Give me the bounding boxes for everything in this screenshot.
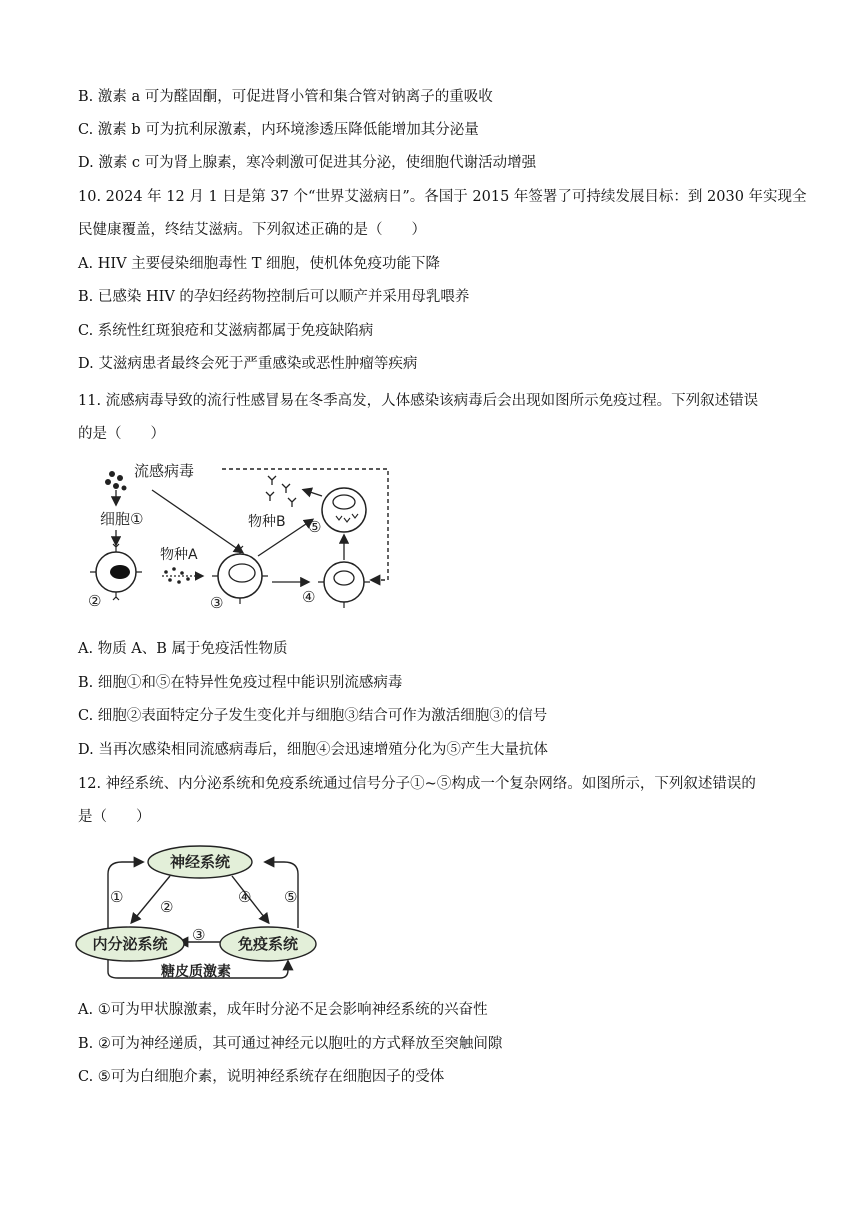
- node-endocrine-system: 内分泌系统: [92, 935, 168, 953]
- label-glucocorticoid: 糖皮质激素: [161, 964, 231, 980]
- cell-5-plasma-icon: [322, 488, 366, 532]
- q10-option-c: C. 系统性红斑狼疮和艾滋病都属于免疫缺陷病: [78, 323, 374, 339]
- virus-particles-icon: [105, 471, 127, 491]
- q11-option-a: A. 物质 A、B 属于免疫活性物质: [78, 641, 288, 657]
- q11-option-b: B. 细胞①和⑤在特异性免疫过程中能识别流感病毒: [78, 675, 403, 691]
- label-5: ⑤: [284, 888, 298, 906]
- label-1: ①: [110, 888, 124, 906]
- substance-a-dots-icon: [164, 567, 190, 584]
- substance-b-label: 物种B: [248, 514, 286, 530]
- q10-option-a: A. HIV 主要侵染细胞毒性 T 细胞，使机体免疫功能下降: [78, 256, 441, 272]
- num-4-label: ④: [302, 588, 316, 606]
- q10-stem-line2: 民健康覆盖，终结艾滋病。下列叙述正确的是（ ）: [78, 222, 426, 238]
- cell-4-icon: [318, 562, 370, 608]
- label-4: ④: [238, 888, 252, 906]
- q12-option-a: A. ①可为甲状腺激素，成年时分泌不足会影响神经系统的兴奋性: [78, 1002, 488, 1018]
- q11-option-c: C. 细胞②表面特定分子发生变化并与细胞③结合可作为激活细胞③的信号: [78, 708, 548, 724]
- node-immune-system: 免疫系统: [237, 935, 299, 953]
- q12-option-b: B. ②可为神经递质，其可通过神经元以胞吐的方式释放至突触间隙: [78, 1036, 503, 1052]
- q10-option-b: B. 已感染 HIV 的孕妇经药物控制后可以顺产并采用母乳喂养: [78, 289, 470, 305]
- num-5-label: ⑤: [308, 518, 322, 536]
- cell1-label: 细胞①: [100, 510, 144, 528]
- q9-option-d: D. 激素 c 可为肾上腺素，寒冷刺激可促进其分泌，使细胞代谢活动增强: [78, 155, 537, 171]
- num-3-label: ③: [210, 594, 224, 612]
- q9-option-c: C. 激素 b 可为抗利尿激素，内环境渗透压降低能增加其分泌量: [78, 122, 479, 138]
- virus-label: 流感病毒: [134, 462, 195, 480]
- q12-system-network-diagram: [72, 836, 332, 986]
- q11-stem-line2: 的是（ ）: [78, 426, 165, 442]
- q12-stem-line1: 12. 神经系统、内分泌系统和免疫系统通过信号分子①~⑤构成一个复杂网络。如图所示，下列叙述错误的: [78, 776, 756, 792]
- q12-stem-line2: 是（ ）: [78, 809, 151, 825]
- label-2: ②: [160, 898, 174, 916]
- q12-option-c: C. ⑤可为白细胞介素，说明神经系统存在细胞因子的受体: [78, 1069, 445, 1085]
- q10-option-d: D. 艾滋病患者最终会死于严重感染或恶性肿瘤等疾病: [78, 356, 418, 372]
- q11-option-d: D. 当再次感染相同流感病毒后，细胞④会迅速增殖分化为⑤产生大量抗体: [78, 742, 548, 758]
- node-nervous-system: 神经系统: [169, 853, 231, 871]
- antibodies-icon: [266, 476, 296, 507]
- q9-option-b: B. 激素 a 可为醛固酮，可促进肾小管和集合管对钠离子的重吸收: [78, 89, 493, 105]
- q10-stem-line1: 10. 2024 年 12 月 1 日是第 37 个“世界艾滋病日”。各国于 2015 年签署了可持续发展目标：到 2030 年实现全: [78, 189, 807, 205]
- q11-immune-diagram: [82, 460, 402, 620]
- substance-a-label: 物种A: [160, 547, 198, 563]
- label-3: ③: [192, 926, 206, 944]
- num-2-label: ②: [88, 592, 102, 610]
- q11-stem-line1: 11. 流感病毒导致的流行性感冒易在冬季高发，人体感染该病毒后会出现如图所示免疫过程。下列叙述错误: [78, 393, 759, 409]
